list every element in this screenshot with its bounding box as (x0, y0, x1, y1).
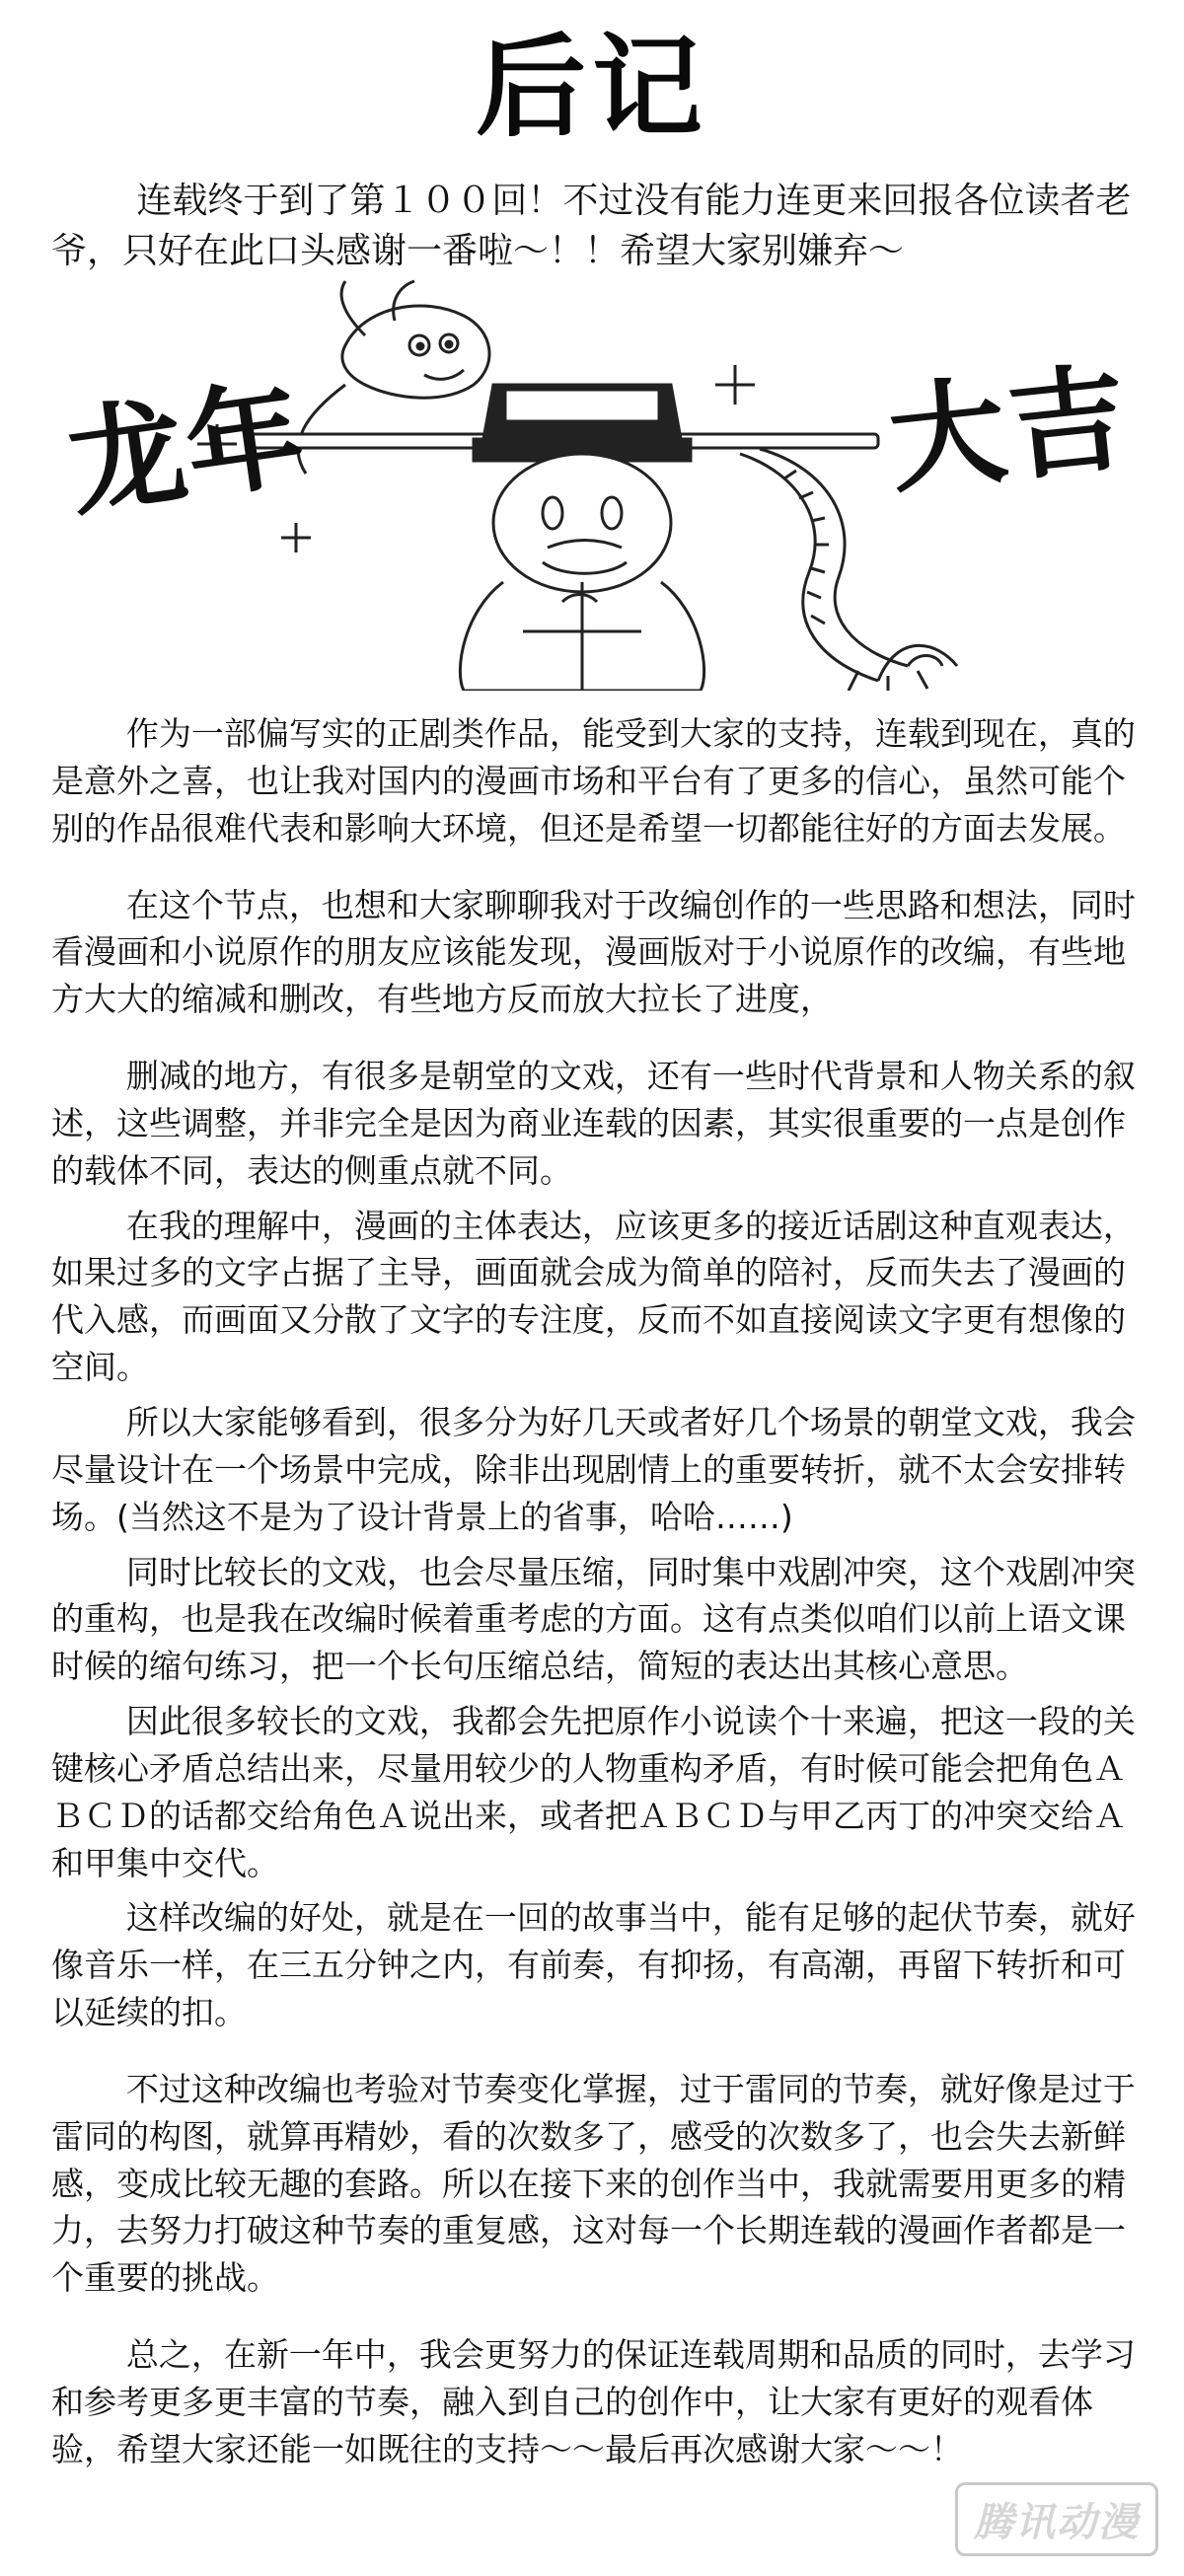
paragraph-7: 因此很多较长的文戏，我都会先把原作小说读个十来遍，把这一段的关键核心矛盾总结出来，尽量用较少的人物重构矛盾，有时候可能会把角色ＡＢＣＤ的话都交给角色Ａ说出来，或者把ＡＢＣＤ与甲乙丙丁的冲突交给Ａ和甲集中交代。 (51, 1702, 1136, 1882)
afterword-body (51, 710, 1137, 2481)
paragraph-2: 在这个节点，也想和大家聊聊我对于改编创作的一些思路和想法，同时看漫画和小说原作的朋友应该能发现，漫画版对于小说原作的改编，有些地方大大的缩减和删改，有些地方反而放大拉长了进度， (51, 885, 1136, 1019)
calligraphy-dragon-year: 龙年 (59, 363, 314, 533)
tencent-comics-watermark: 腾讯动漫 (955, 2482, 1158, 2556)
calligraphy-great-luck: 大吉 (882, 347, 1137, 510)
intro-paragraph: 连载终于到了第１００回！不过没有能力连更来回报各位读者老爷，只好在此口头感谢一番啦～！！希望大家别嫌弃～ (51, 181, 1132, 272)
new-year-illustration (49, 276, 1135, 691)
paragraph-6: 同时比较长的文戏，也会尽量压缩，同时集中戏剧冲突，这个戏剧冲突的重构，也是我在改编时候着重考虑的方面。这有点类似咱们以前上语文课时候的缩句练习，把一个长句压缩总结，简短的表达出其核心意思。 (51, 1552, 1136, 1686)
paragraph-4: 在我的理解中，漫画的主体表达，应该更多的接近话剧这种直观表达，如果过多的文字占据了主导，画面就会成为简单的陪衬，反而失去了漫画的代入感，而画面又分散了文字的专注度，反而不如直接阅读文字更有想像的空间。 (51, 1206, 1136, 1387)
paragraph-5: 所以大家能够看到，很多分为好几天或者好几个场景的朝堂文戏，我会尽量设计在一个场景中完成，除非出现剧情上的重要转折，就不太会安排转场。(当然这不是为了设计背景上的省事，哈哈……) (51, 1402, 1136, 1536)
paragraph-3: 删减的地方，有很多是朝堂的文戏，还有一些时代背景和人物关系的叙述，这些调整，并非完全是因为商业连载的因素，其实很重要的一点是创作的载体不同，表达的侧重点就不同。 (51, 1057, 1136, 1190)
page-title: 后记 (476, 23, 708, 152)
paragraph-1: 作为一部偏写实的正剧类作品，能受到大家的支持，连载到现在，真的是意外之喜，也让我对国内的漫画市场和平台有了更多的信心，虽然可能个别的作品很难代表和影响大环境，但还是希望一切都能往好的方面去发展。 (51, 714, 1136, 847)
paragraph-8: 这样改编的好处，就是在一回的故事当中，能有足够的起伏节奏，就好像音乐一样，在三五分钟之内，有前奏，有抑扬，有高潮，再留下转折和可以延续的扣。 (51, 1898, 1136, 2032)
official-figure (247, 385, 878, 691)
paragraph-10: 总之，在新一年中，我会更努力的保证连载周期和品质的同时，去学习和参考更多更丰富的节奏，融入到自己的创作中，让大家有更好的观看体验，希望大家还能一如既往的支持～～最后再次感谢大家～～！ (51, 2335, 1136, 2468)
intro-section (51, 176, 1137, 276)
paragraph-9: 不过这种改编也考验对节奏变化掌握，过于雷同的节奏，就好像是过于雷同的构图，就算再精妙，看的次数多了，感受的次数多了，也会失去新鲜感，变成比较无趣的套路。所以在接下来的创作当中，我就需要用更多的精力，去努力打破这种节奏的重复感，这对每一个长期连载的漫画作者都是一个重要的挑战。 (51, 2069, 1136, 2298)
